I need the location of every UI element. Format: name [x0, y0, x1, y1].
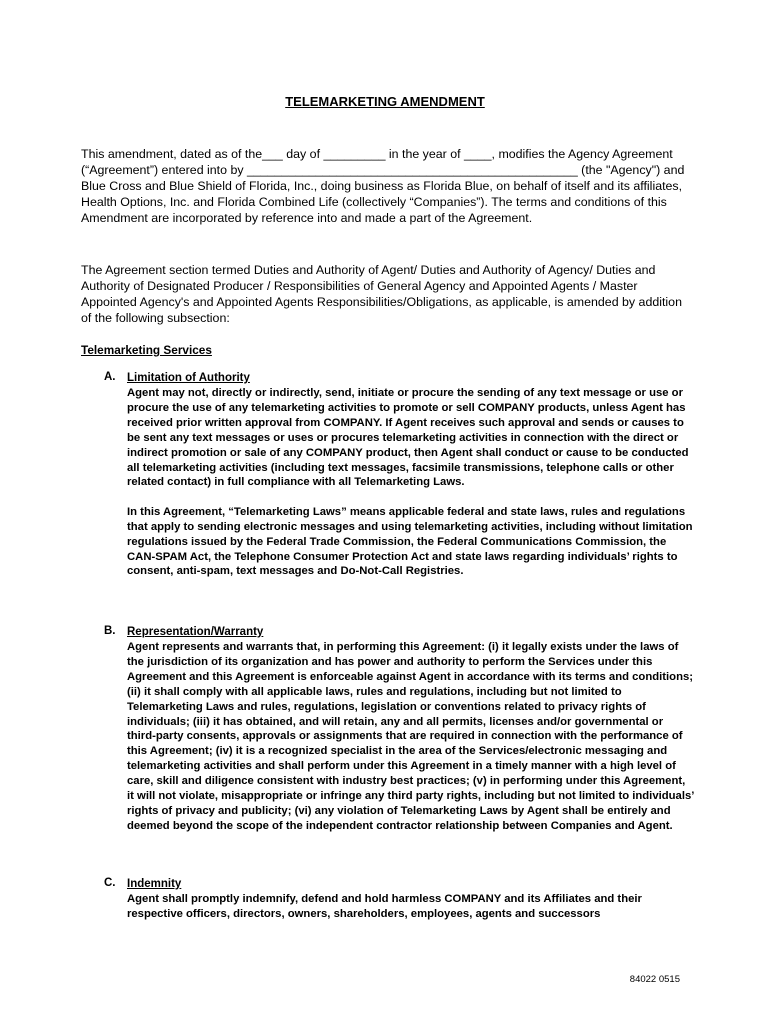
section-indemnity [104, 877, 694, 922]
section-label: C. [104, 877, 116, 889]
document-title: TELEMARKETING AMENDMENT [285, 94, 485, 109]
section-heading: Representation/Warranty [127, 626, 264, 638]
section-label: B. [104, 625, 116, 637]
section-paragraph: Agent shall promptly indemnify, defend and hold harmless COMPANY and its Affiliates and their respective officers, directors, owners, shareholders, employees, agents and successors [127, 893, 642, 920]
section-limitation-of-authority [104, 371, 694, 579]
subsection-heading: Telemarketing Services [81, 343, 212, 357]
intro-paragraph: This amendment, dated as of the___ day of _________ in the year of ____, modifies the Agency Agreement (“Agreement”) entered into by ________________________________________________ (the "Agency") and Blue Cross and Blue Shield of Florida, Inc., doing business as Florida Blue, on behalf of itself and its affiliates, Health Options, Inc. and Florida Combined Life (collectively “Companies”). The terms and conditions of this Amendment are incorporated by reference into and made a part of the Agreement. [81, 147, 685, 225]
section-paragraph: Agent represents and warrants that, in performing this Agreement: (i) it legally exists under the laws of the jurisdiction of its organization and has power and authority to perform the Services under this Agreement and this Agreement is enforceable against Agent in accordance with its terms and conditions; (ii) it shall comply with all applicable laws, rules and regulations, including but not limited to Telemarketing Laws and rules, regulations, legislation or conventions related to privacy rights of individuals; (iii) it has obtained, and will retain, any and all permits, licenses and/or governmental or third-party consents, approvals or assignments that are required in connection with the performance of this Agreement; (iv) it is a recognized specialist in the area of the Services/electronic messaging and telemarketing activities and shall perform under this Agreement in a timely manner with a high level of care, skill and diligence consistent with industry best practices; (v) in performing under this Agreement, it will not violate, misappropriate or infringe any third party rights, including but not limited to individuals’ rights of privacy and publicity; (vi) any violation of Telemarketing Laws by Agent shall be entirely and deemed beyond the scope of the independent contractor relationship between Companies and Agent. [127, 641, 694, 832]
section-heading: Limitation of Authority [127, 372, 250, 384]
section-heading: Indemnity [127, 878, 182, 890]
section-paragraph: Agent may not, directly or indirectly, send, initiate or procure the sending of any text message or use or procure the use of any telemarketing activities to promote or sell COMPANY products, unless Agent has received prior written approval from COMPANY. If Agent receives such approval and sends or causes to be sent any text messages or uses or procures telemarketing activities in connection with the direct or indirect promotion or sale of any COMPANY product, then Agent shall conduct or cause to be conducted all telemarketing activities (including text messages, facsimile transmissions, telephone calls or other related contact) in full compliance with all Telemarketing Laws. [127, 387, 689, 489]
footer-form-code: 84022 0515 [629, 974, 680, 985]
section-representation-warranty [104, 625, 694, 834]
telemarketing-laws-definition: In this Agreement, “Telemarketing Laws” means applicable federal and state laws, rules and regulations that apply to sending electronic messages and using telemarketing activities, including without limitation regulations issued by the Federal Trade Commission, the Federal Communications Commission, the CAN-SPAM Act, the Telephone Consumer Protection Act and state laws regarding individuals’ rights to consent, anti-spam, text messages and Do-Not-Call Registries. [127, 505, 693, 578]
section-label: A. [104, 371, 116, 383]
scope-paragraph: The Agreement section termed Duties and Authority of Agent/ Duties and Authority of Agency/ Duties and Authority of Designated Producer / Responsibilities of General Agency and Appointed Agents / Master Appointed Agency's and Appointed Agents Responsibilities/Obligations, as applicable, is amended by addition of the following subsection: [81, 263, 682, 325]
